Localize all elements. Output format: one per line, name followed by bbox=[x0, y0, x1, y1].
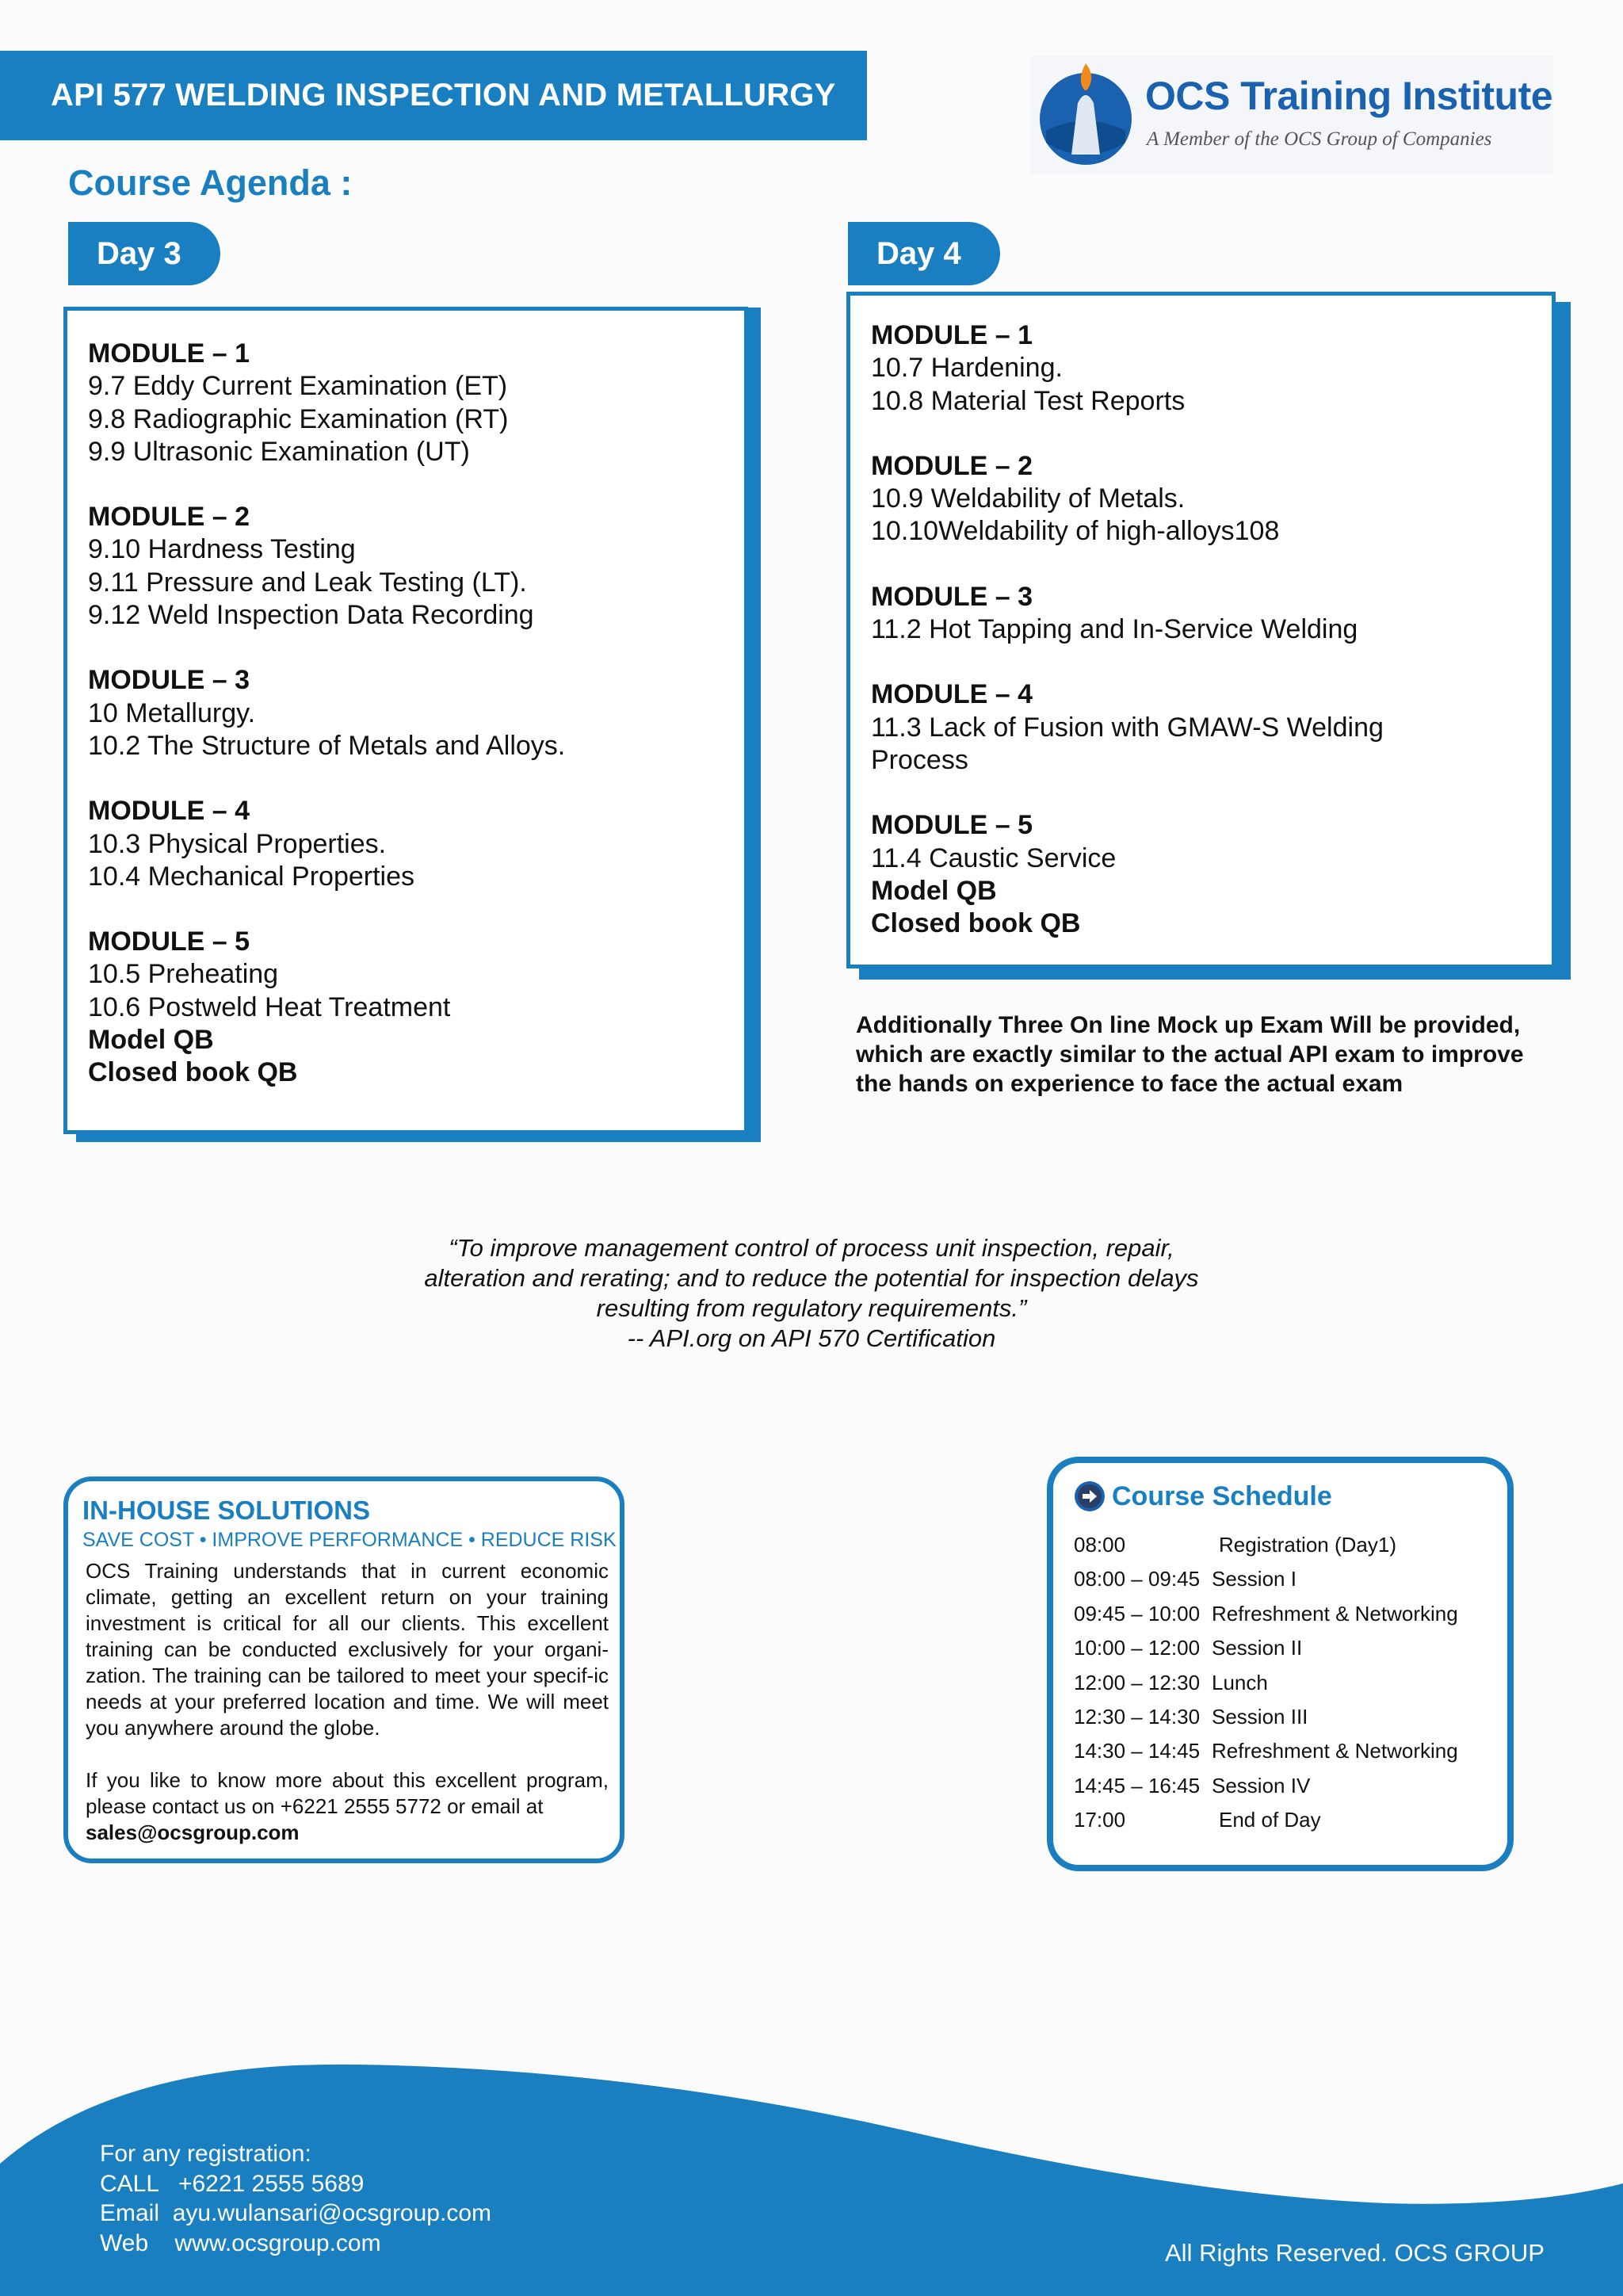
header-title-bar bbox=[0, 51, 867, 140]
schedule-row bbox=[1074, 1631, 1507, 1665]
module-item: 10.5 Preheating bbox=[88, 959, 279, 990]
day3-module-box bbox=[63, 307, 748, 1134]
inhouse-title: IN-HOUSE SOLUTIONS bbox=[82, 1496, 371, 1525]
quote-line: “To improve management control of process unit inspection, repair, bbox=[449, 1234, 1174, 1262]
schedule-row bbox=[1074, 1562, 1507, 1596]
schedule-activity: Lunch bbox=[1212, 1670, 1268, 1694]
schedule-time: 10:00 – 12:00 bbox=[1074, 1636, 1201, 1660]
day3-module-1 bbox=[88, 338, 724, 468]
quote-attribution: -- API.org on API 570 Certification bbox=[627, 1324, 996, 1352]
module-title: MODULE – 5 bbox=[871, 810, 1033, 841]
web-label: Web bbox=[100, 2229, 149, 2256]
note-line: the hands on experience to face the actual exam bbox=[856, 1071, 1403, 1097]
schedule-time: 09:45 – 10:00 bbox=[1074, 1601, 1201, 1626]
inhouse-contact bbox=[86, 1767, 609, 1846]
day4-module-2 bbox=[871, 450, 1531, 548]
day3-label: Day 3 bbox=[68, 222, 220, 285]
module-item: 11.2 Hot Tapping and In-Service Welding bbox=[871, 614, 1358, 645]
schedule-row bbox=[1074, 1803, 1507, 1837]
schedule-row bbox=[1074, 1769, 1507, 1803]
module-title: MODULE – 1 bbox=[88, 338, 250, 369]
module-item: 9.7 Eddy Current Examination (ET) bbox=[88, 371, 508, 402]
module-item-bold: Closed book QB bbox=[871, 908, 1081, 939]
inhouse-body bbox=[82, 1558, 609, 1846]
schedule-activity: Refreshment & Networking bbox=[1212, 1601, 1458, 1626]
module-item: 10.4 Mechanical Properties bbox=[88, 861, 415, 892]
day4-label: Day 4 bbox=[848, 222, 1000, 285]
day3-module-4 bbox=[88, 795, 724, 893]
inhouse-contact-text: If you like to know more about this excellent program, please contact us on +6221 2555 5772 or email at bbox=[86, 1768, 609, 1818]
course-schedule-box bbox=[1047, 1457, 1514, 1871]
module-title: MODULE – 1 bbox=[871, 320, 1033, 350]
schedule-row bbox=[1074, 1597, 1507, 1631]
module-item: 10.6 Postweld Heat Treatment bbox=[88, 991, 451, 1022]
additional-exam-note bbox=[856, 1010, 1569, 1098]
footer-call-row bbox=[100, 2169, 491, 2199]
course-agenda-title: Course Agenda : bbox=[68, 162, 353, 203]
day4-module-5 bbox=[871, 809, 1531, 940]
quote-line: resulting from regulatory requirements.” bbox=[596, 1294, 1027, 1322]
day4-module-4 bbox=[871, 678, 1531, 777]
schedule-time: 12:00 – 12:30 bbox=[1074, 1670, 1201, 1694]
inhouse-solutions-box bbox=[63, 1477, 624, 1863]
schedule-activity: Session III bbox=[1212, 1704, 1308, 1729]
arrow-right-circle-icon bbox=[1074, 1480, 1106, 1512]
module-title: MODULE – 3 bbox=[871, 581, 1033, 612]
email-label: Email bbox=[100, 2200, 160, 2226]
day4-module-1 bbox=[871, 319, 1531, 418]
module-item: 10.8 Material Test Reports bbox=[871, 385, 1186, 416]
day4-module-box bbox=[846, 292, 1556, 968]
day4-module-3 bbox=[871, 581, 1531, 647]
module-item: 11.3 Lack of Fusion with GMAW-S Welding bbox=[871, 712, 1384, 743]
inhouse-paragraph: OCS Training understands that in current economic climate, getting an excellent return on your training investment is critical for all our clients. This excellent training can be conducted exclusively for your organi-zation. The training can be tailored to meet your specif-ic needs at your preferred location and time. We will meet you anywhere around the globe. bbox=[86, 1559, 609, 1740]
module-item: 9.10 Hardness Testing bbox=[88, 534, 356, 565]
module-title: MODULE – 4 bbox=[871, 679, 1033, 710]
schedule-time: 08:00 – 09:45 bbox=[1074, 1567, 1201, 1591]
day3-module-5 bbox=[88, 926, 724, 1089]
schedule-row bbox=[1074, 1528, 1507, 1562]
day3-module-2 bbox=[88, 501, 724, 632]
schedule-activity: Session IV bbox=[1212, 1773, 1311, 1797]
rights-reserved: All Rights Reserved. OCS GROUP bbox=[1165, 2239, 1545, 2267]
footer-email-link[interactable]: ayu.wulansari@ocsgroup.com bbox=[172, 2200, 491, 2226]
schedule-time: 14:45 – 16:45 bbox=[1074, 1773, 1201, 1797]
schedule-activity: End of Day bbox=[1219, 1808, 1321, 1832]
footer-contact bbox=[100, 2139, 491, 2258]
footer-intro: For any registration: bbox=[100, 2141, 311, 2167]
schedule-row bbox=[1074, 1734, 1507, 1768]
module-title: MODULE – 2 bbox=[871, 450, 1033, 481]
api-quote bbox=[336, 1233, 1287, 1354]
schedule-time: 08:00 bbox=[1074, 1533, 1126, 1557]
footer-email-row bbox=[100, 2199, 491, 2229]
schedule-activity: Session II bbox=[1212, 1636, 1303, 1660]
module-item-bold: Model QB bbox=[88, 1025, 214, 1056]
module-title: MODULE – 5 bbox=[88, 926, 250, 957]
note-line: which are exactly similar to the actual API exam to improve bbox=[856, 1041, 1524, 1068]
module-item: 10.9 Weldability of Metals. bbox=[871, 483, 1186, 514]
note-line: Additionally Three On line Mock up Exam Will be provided, bbox=[856, 1012, 1521, 1038]
schedule-row bbox=[1074, 1666, 1507, 1700]
schedule-time: 14:30 – 14:45 bbox=[1074, 1739, 1201, 1763]
schedule-row bbox=[1074, 1700, 1507, 1734]
module-title: MODULE – 2 bbox=[88, 502, 250, 533]
schedule-title: Course Schedule bbox=[1112, 1480, 1332, 1511]
schedule-time: 12:30 – 14:30 bbox=[1074, 1704, 1201, 1729]
call-label: CALL bbox=[100, 2170, 158, 2197]
module-item: 11.4 Caustic Service bbox=[871, 842, 1117, 873]
module-item: 9.12 Weld Inspection Data Recording bbox=[88, 600, 534, 631]
footer-web-link[interactable]: www.ocsgroup.com bbox=[174, 2229, 381, 2256]
schedule-activity: Refreshment & Networking bbox=[1212, 1739, 1458, 1763]
module-item: 10 Metallurgy. bbox=[88, 697, 256, 728]
module-item: 9.8 Radiographic Examination (RT) bbox=[88, 403, 509, 434]
logo-name: OCS Training Institute bbox=[1145, 74, 1553, 118]
day3-module-3 bbox=[88, 664, 724, 762]
module-item-bold: Closed book QB bbox=[88, 1057, 298, 1088]
module-item: 10.2 The Structure of Metals and Alloys. bbox=[88, 730, 566, 761]
schedule-time: 17:00 bbox=[1074, 1808, 1126, 1832]
inhouse-subtitle: SAVE COST • IMPROVE PERFORMANCE • REDUCE RISK bbox=[82, 1529, 617, 1551]
module-item: 9.11 Pressure and Leak Testing (LT). bbox=[88, 567, 527, 598]
module-item: 10.3 Physical Properties. bbox=[88, 828, 387, 859]
schedule-activity: Registration (Day1) bbox=[1219, 1533, 1396, 1557]
module-title: MODULE – 3 bbox=[88, 665, 250, 696]
module-item-bold: Model QB bbox=[871, 875, 997, 906]
sales-email-link[interactable]: sales@ocsgroup.com bbox=[86, 1820, 300, 1844]
module-item: 10.10Weldability of high-alloys108 bbox=[871, 516, 1280, 547]
quote-line: alteration and rerating; and to reduce the potential for inspection delays bbox=[424, 1264, 1199, 1292]
header-title: API 577 WELDING INSPECTION AND METALLURGY bbox=[51, 78, 836, 113]
logo-tagline: A Member of the OCS Group of Companies bbox=[1147, 128, 1492, 150]
call-number[interactable]: +6221 2555 5689 bbox=[178, 2170, 365, 2197]
module-item: 10.7 Hardening. bbox=[871, 353, 1063, 384]
footer-web-row bbox=[100, 2229, 491, 2259]
schedule-table bbox=[1074, 1528, 1507, 1838]
schedule-header bbox=[1074, 1480, 1507, 1512]
schedule-activity: Session I bbox=[1212, 1567, 1296, 1591]
module-item: 9.9 Ultrasonic Examination (UT) bbox=[88, 436, 470, 467]
module-title: MODULE – 4 bbox=[88, 796, 250, 827]
module-item: Process bbox=[871, 744, 968, 775]
